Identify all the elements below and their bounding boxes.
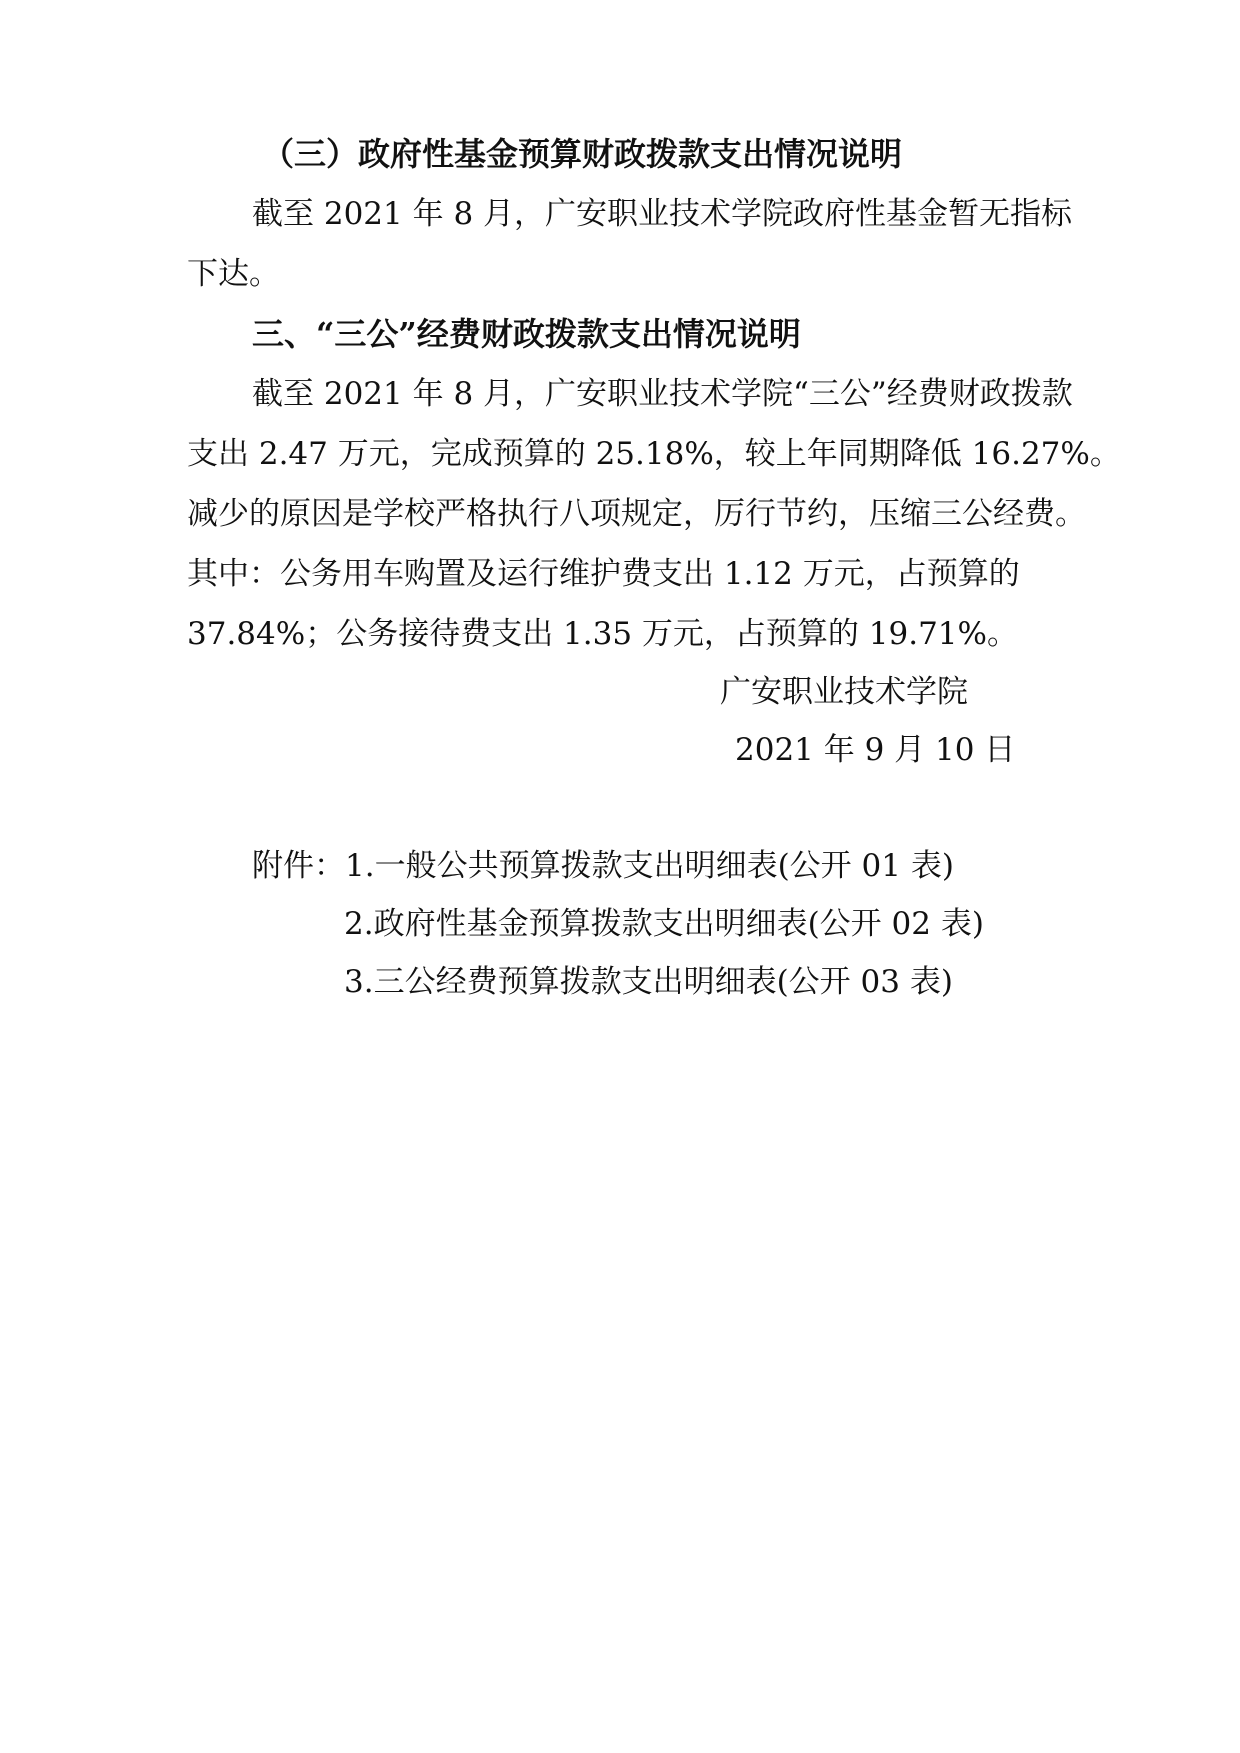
signature-date: 2021 年 9 月 10 日 [735,732,1016,768]
sangong-paragraph-line-5: 37.84%；公务接待费支出 1.35 万元，占预算的 19.71%。 [187,616,1018,652]
section-3-paragraph-line-2: 下达。 [187,256,280,292]
sangong-heading: 三、“三公”经费财政拨款支出情况说明 [252,315,801,353]
signature-organization: 广安职业技术学院 [720,674,968,710]
attachment-item-3: 3.三公经费预算拨款支出明细表(公开 03 表) [344,964,953,1000]
sangong-paragraph-line-4: 其中：公务用车购置及运行维护费支出 1.12 万元，占预算的 [187,556,1020,592]
sangong-paragraph-line-2: 支出 2.47 万元，完成预算的 25.18%，较上年同期降低 16.27%。 [187,436,1121,472]
sangong-paragraph-line-3: 减少的原因是学校严格执行八项规定，厉行节约，压缩三公经费。 [187,496,1086,532]
attachment-item-2: 2.政府性基金预算拨款支出明细表(公开 02 表) [344,906,984,942]
section-3-heading: （三）政府性基金预算财政拨款支出情况说明 [262,135,903,173]
attachment-item-1: 附件：1.一般公共预算拨款支出明细表(公开 01 表) [252,848,954,884]
sangong-paragraph-line-1: 截至 2021 年 8 月，广安职业技术学院“三公”经费财政拨款 [252,376,1073,412]
section-3-paragraph-line-1: 截至 2021 年 8 月，广安职业技术学院政府性基金暂无指标 [252,196,1073,232]
